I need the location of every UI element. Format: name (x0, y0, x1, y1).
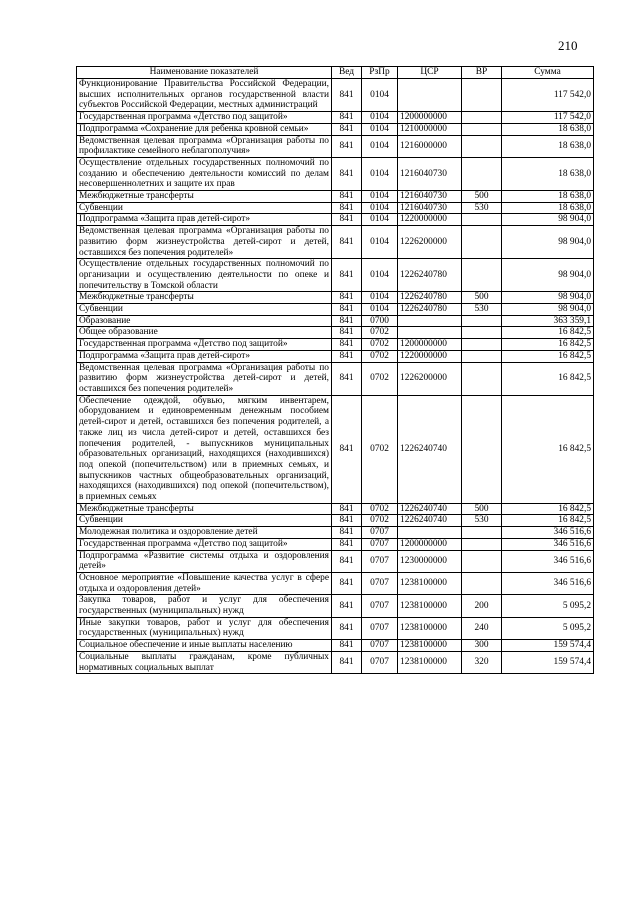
cell-name: Государственная программа «Детство под защитой» (77, 538, 332, 550)
cell-name: Ведомственная целевая программа «Организация работы по развитию форм жизнеустройства детей-сирот и детей, оставшихся без попечения родителей» (77, 226, 332, 259)
cell-sum: 16 842,5 (502, 503, 594, 515)
cell-sum: 117 542,0 (502, 79, 594, 112)
cell-csr: 1220000000 (398, 214, 462, 226)
cell-csr: 1226240780 (398, 304, 462, 316)
cell-sum: 18 638,0 (502, 123, 594, 135)
cell-sum: 363 359,1 (502, 315, 594, 327)
cell-vr (462, 79, 502, 112)
cell-ved: 841 (332, 339, 362, 351)
table-row (77, 292, 594, 304)
cell-csr: 1230000000 (398, 550, 462, 572)
cell-sum: 16 842,5 (502, 362, 594, 395)
cell-csr (398, 315, 462, 327)
cell-ved: 841 (332, 651, 362, 673)
cell-csr: 1226200000 (398, 362, 462, 395)
cell-sum: 16 842,5 (502, 339, 594, 351)
cell-vr: 500 (462, 292, 502, 304)
cell-rzpr: 0702 (362, 503, 398, 515)
table-row (77, 362, 594, 395)
cell-vr (462, 339, 502, 351)
cell-csr (398, 327, 462, 339)
cell-vr: 200 (462, 595, 502, 617)
cell-vr: 530 (462, 515, 502, 527)
cell-rzpr: 0104 (362, 191, 398, 203)
cell-rzpr: 0707 (362, 617, 398, 639)
table-row (77, 191, 594, 203)
cell-csr: 1200000000 (398, 112, 462, 124)
cell-vr (462, 112, 502, 124)
cell-name: Подпрограмма «Развитие системы отдыха и оздоровления детей» (77, 550, 332, 572)
cell-csr: 1238100000 (398, 572, 462, 594)
cell-ved: 841 (332, 595, 362, 617)
table-row (77, 617, 594, 639)
cell-ved: 841 (332, 135, 362, 157)
table-row (77, 202, 594, 214)
table-row (77, 112, 594, 124)
table-row (77, 79, 594, 112)
cell-ved: 841 (332, 214, 362, 226)
cell-vr (462, 157, 502, 190)
cell-sum: 98 904,0 (502, 226, 594, 259)
table-row (77, 350, 594, 362)
cell-name: Субвенции (77, 202, 332, 214)
cell-rzpr: 0707 (362, 538, 398, 550)
cell-vr: 300 (462, 640, 502, 652)
table-row (77, 538, 594, 550)
cell-vr (462, 527, 502, 539)
cell-rzpr: 0702 (362, 362, 398, 395)
cell-vr (462, 327, 502, 339)
header-vr: ВР (462, 67, 502, 79)
cell-rzpr: 0707 (362, 595, 398, 617)
cell-csr: 1226240780 (398, 292, 462, 304)
table-row (77, 527, 594, 539)
cell-name: Молодежная политика и оздоровление детей (77, 527, 332, 539)
cell-sum: 16 842,5 (502, 350, 594, 362)
cell-csr: 1226240740 (398, 515, 462, 527)
table-row (77, 503, 594, 515)
cell-csr (398, 79, 462, 112)
cell-name: Ведомственная целевая программа «Организация работы по развитию форм жизнеустройства детей-сирот и детей, оставшихся без попечения родителей» (77, 362, 332, 395)
cell-vr: 240 (462, 617, 502, 639)
cell-rzpr: 0702 (362, 327, 398, 339)
cell-rzpr: 0707 (362, 651, 398, 673)
cell-rzpr: 0104 (362, 123, 398, 135)
cell-csr: 1216040730 (398, 191, 462, 203)
cell-ved: 841 (332, 315, 362, 327)
header-sum: Сумма (502, 67, 594, 79)
cell-sum: 346 516,6 (502, 527, 594, 539)
cell-sum: 98 904,0 (502, 292, 594, 304)
cell-rzpr: 0104 (362, 112, 398, 124)
cell-sum: 346 516,6 (502, 572, 594, 594)
cell-rzpr: 0104 (362, 79, 398, 112)
cell-name: Межбюджетные трансферты (77, 191, 332, 203)
cell-ved: 841 (332, 226, 362, 259)
cell-rzpr: 0707 (362, 527, 398, 539)
cell-sum: 5 095,2 (502, 595, 594, 617)
table-row (77, 595, 594, 617)
cell-name: Ведомственная целевая программа «Организация работы по профилактике семейного неблагополучия» (77, 135, 332, 157)
cell-vr: 500 (462, 503, 502, 515)
cell-name: Межбюджетные трансферты (77, 292, 332, 304)
cell-ved: 841 (332, 538, 362, 550)
cell-ved: 841 (332, 157, 362, 190)
cell-ved: 841 (332, 572, 362, 594)
cell-sum: 16 842,5 (502, 327, 594, 339)
cell-sum: 16 842,5 (502, 515, 594, 527)
cell-rzpr: 0707 (362, 572, 398, 594)
cell-csr: 1200000000 (398, 339, 462, 351)
table-body (77, 79, 594, 674)
cell-rzpr: 0700 (362, 315, 398, 327)
cell-vr (462, 135, 502, 157)
cell-rzpr: 0104 (362, 226, 398, 259)
cell-rzpr: 0702 (362, 350, 398, 362)
cell-name: Субвенции (77, 515, 332, 527)
cell-rzpr: 0707 (362, 640, 398, 652)
header-ved: Вед (332, 67, 362, 79)
page-number: 210 (558, 38, 578, 53)
cell-name: Основное мероприятие «Повышение качества услуг в сфере отдыха и оздоровления детей» (77, 572, 332, 594)
cell-name: Субвенции (77, 304, 332, 316)
table-row (77, 327, 594, 339)
cell-name: Подпрограмма «Защита прав детей-сирот» (77, 350, 332, 362)
cell-ved: 841 (332, 202, 362, 214)
cell-name: Социальные выплаты гражданам, кроме публичных нормативных социальных выплат (77, 651, 332, 673)
cell-ved: 841 (332, 327, 362, 339)
cell-vr (462, 259, 502, 292)
table-row (77, 315, 594, 327)
cell-name: Межбюджетные трансферты (77, 503, 332, 515)
cell-ved: 841 (332, 350, 362, 362)
cell-ved: 841 (332, 617, 362, 639)
cell-sum: 159 574,4 (502, 651, 594, 673)
cell-sum: 18 638,0 (502, 157, 594, 190)
table-header-row (77, 67, 594, 79)
table-row (77, 572, 594, 594)
table-row (77, 214, 594, 226)
table-row (77, 640, 594, 652)
cell-ved: 841 (332, 79, 362, 112)
cell-ved: 841 (332, 640, 362, 652)
cell-ved: 841 (332, 515, 362, 527)
cell-ved: 841 (332, 112, 362, 124)
table-row (77, 651, 594, 673)
cell-rzpr: 0104 (362, 214, 398, 226)
cell-vr: 320 (462, 651, 502, 673)
cell-name: Общее образование (77, 327, 332, 339)
cell-name: Закупка товаров, работ и услуг для обеспечения государственных (муниципальных) нужд (77, 595, 332, 617)
cell-name: Подпрограмма «Сохранение для ребенка кровной семьи» (77, 123, 332, 135)
cell-ved: 841 (332, 550, 362, 572)
cell-rzpr: 0702 (362, 339, 398, 351)
cell-sum: 346 516,6 (502, 550, 594, 572)
cell-sum: 18 638,0 (502, 135, 594, 157)
cell-vr: 500 (462, 191, 502, 203)
cell-name: Иные закупки товаров, работ и услуг для обеспечения государственных (муниципальных) нужд (77, 617, 332, 639)
cell-sum: 16 842,5 (502, 395, 594, 503)
cell-csr: 1226240740 (398, 503, 462, 515)
cell-name: Государственная программа «Детство под защитой» (77, 112, 332, 124)
cell-vr (462, 395, 502, 503)
cell-name: Образование (77, 315, 332, 327)
cell-ved: 841 (332, 362, 362, 395)
cell-vr (462, 214, 502, 226)
cell-ved: 841 (332, 123, 362, 135)
cell-ved: 841 (332, 304, 362, 316)
cell-name: Осуществление отдельных государственных полномочий по созданию и обеспечению деятельности комиссий по делам несовершеннолетних и защите их прав (77, 157, 332, 190)
cell-sum: 18 638,0 (502, 202, 594, 214)
table-row (77, 304, 594, 316)
cell-name: Обеспечение одеждой, обувью, мягким инвентарем, оборудованием и единовременным денежным пособием детей-сирот и детей, оставшихся без попечения родителей, а также лиц из числа детей-сирот и детей, оставшихся без попечения родителей, - выпускников муниципальных образовательных организаций, находящихся (находившихся) под опекой (попечительством) или в приемных семьях, и выпускников частных общеобразовательных организаций, находящихся (находившихся) под опекой (попечительством), в приемных семьях (77, 395, 332, 503)
cell-vr (462, 350, 502, 362)
cell-csr: 1226240780 (398, 259, 462, 292)
cell-ved: 841 (332, 292, 362, 304)
cell-ved: 841 (332, 503, 362, 515)
cell-rzpr: 0702 (362, 515, 398, 527)
cell-ved: 841 (332, 527, 362, 539)
cell-vr (462, 315, 502, 327)
cell-ved: 841 (332, 191, 362, 203)
cell-sum: 98 904,0 (502, 304, 594, 316)
table-row (77, 259, 594, 292)
cell-csr: 1200000000 (398, 538, 462, 550)
cell-vr: 530 (462, 202, 502, 214)
cell-csr: 1238100000 (398, 640, 462, 652)
cell-rzpr: 0104 (362, 202, 398, 214)
header-rzpr: РзПр (362, 67, 398, 79)
table-row (77, 339, 594, 351)
cell-csr: 1216040730 (398, 157, 462, 190)
cell-vr: 530 (462, 304, 502, 316)
cell-name: Подпрограмма «Защита прав детей-сирот» (77, 214, 332, 226)
cell-rzpr: 0104 (362, 135, 398, 157)
cell-rzpr: 0104 (362, 157, 398, 190)
cell-ved: 841 (332, 259, 362, 292)
cell-csr: 1216040730 (398, 202, 462, 214)
cell-sum: 159 574,4 (502, 640, 594, 652)
cell-vr (462, 550, 502, 572)
cell-vr (462, 572, 502, 594)
cell-vr (462, 538, 502, 550)
cell-vr (462, 123, 502, 135)
cell-csr: 1238100000 (398, 651, 462, 673)
table-row (77, 550, 594, 572)
cell-csr: 1238100000 (398, 595, 462, 617)
cell-rzpr: 0104 (362, 259, 398, 292)
cell-csr: 1238100000 (398, 617, 462, 639)
table-row (77, 135, 594, 157)
cell-csr: 1210000000 (398, 123, 462, 135)
table-row (77, 157, 594, 190)
cell-sum: 98 904,0 (502, 259, 594, 292)
table-row (77, 515, 594, 527)
cell-rzpr: 0707 (362, 550, 398, 572)
cell-csr (398, 527, 462, 539)
table-row (77, 123, 594, 135)
budget-table (76, 66, 594, 674)
cell-sum: 117 542,0 (502, 112, 594, 124)
cell-name: Социальное обеспечение и иные выплаты населению (77, 640, 332, 652)
cell-sum: 98 904,0 (502, 214, 594, 226)
cell-name: Осуществление отдельных государственных полномочий по организации и осуществлению деятельности по опеке и попечительству в Томской области (77, 259, 332, 292)
cell-name: Государственная программа «Детство под защитой» (77, 339, 332, 351)
cell-sum: 346 516,6 (502, 538, 594, 550)
cell-ved: 841 (332, 395, 362, 503)
cell-vr (462, 362, 502, 395)
cell-csr: 1226200000 (398, 226, 462, 259)
cell-rzpr: 0104 (362, 304, 398, 316)
cell-name: Функционирование Правительства Российской Федерации, высших исполнительных органов государственной власти субъектов Российской Федерации, местных администраций (77, 79, 332, 112)
cell-csr: 1220000000 (398, 350, 462, 362)
cell-csr: 1226240740 (398, 395, 462, 503)
table-row (77, 395, 594, 503)
cell-sum: 5 095,2 (502, 617, 594, 639)
table-row (77, 226, 594, 259)
cell-rzpr: 0104 (362, 292, 398, 304)
cell-sum: 18 638,0 (502, 191, 594, 203)
header-name: Наименование показателей (77, 67, 332, 79)
cell-vr (462, 226, 502, 259)
cell-csr: 1216000000 (398, 135, 462, 157)
header-csr: ЦСР (398, 67, 462, 79)
cell-rzpr: 0702 (362, 395, 398, 503)
